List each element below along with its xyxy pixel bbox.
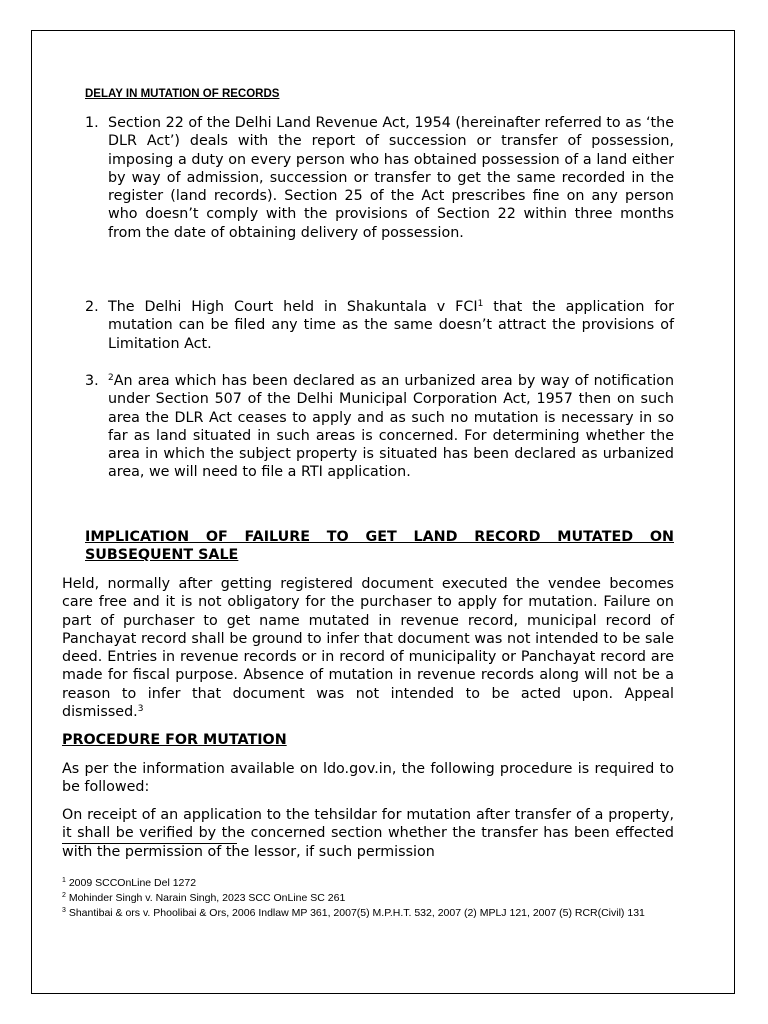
list-item <box>85 298 674 353</box>
footnote-number: 1 <box>62 877 66 884</box>
list-number: 1. <box>85 115 99 131</box>
section-heading-implication: IMPLICATION OF FAILURE TO GET LAND RECORD MUTATED ON SUBSEQUENT SALE <box>85 529 674 564</box>
footnote-number: 3 <box>62 907 66 914</box>
footnote-ref[interactable]: 1 <box>477 299 484 309</box>
footnote-separator <box>62 843 237 844</box>
footnote-text: Mohinder Singh v. Narain Singh, 2023 SCC OnLine SC 261 <box>68 892 346 904</box>
list-text: An area which has been declared as an urbanized area by way of notification under Section 507 of the Delhi Municipal Corporation Act, 1957 then on such area the DLR Act ceases to apply and as such no mutation is necessary in so far as land situated in such areas is concerned. For determining whether the area in which the subject property is situated has been declared as urbanized area, we will need to file a RTI application. <box>108 373 674 481</box>
section-heading-procedure: PROCEDURE FOR MUTATION <box>62 732 287 748</box>
list-number: 2. <box>85 299 99 315</box>
footnote <box>62 906 662 921</box>
numbered-list <box>85 298 674 353</box>
footnote-ref[interactable]: 2 <box>108 373 114 383</box>
footnote-number: 2 <box>62 892 66 899</box>
list-text: The Delhi High Court held in Shakuntala v FCI <box>108 299 478 315</box>
footnote-text: 2009 SCCOnLine Del 1272 <box>68 877 197 889</box>
numbered-list <box>85 372 674 482</box>
procedure-paragraph-1: As per the information available on ldo.gov.in, the following procedure is required to be followed: <box>62 761 674 796</box>
footnote <box>62 891 662 906</box>
footnote-text: Shantibai & ors v. Phoolibai & Ors, 2006 Indlaw MP 361, 2007(5) M.P.H.T. 532, 2007 (2) MPLJ 121, 2007 (5) RCR(Civil) 131 <box>68 907 645 919</box>
paragraph-text: Held, normally after getting registered document executed the vendee becomes care free and it is not obligatory for the purchaser to apply for mutation. Failure on part of purchaser to get name mutated in revenue record, municipal record of Panchayat record shall be ground to infer that document was not intended to be sale deed. Entries in revenue records or in record of municipality or Panchayat record are made for fiscal purpose. Absence of mutation in revenue records along will not be a reason to infer that document was not intended to be acted upon. Appeal dismissed. <box>62 576 674 721</box>
procedure-paragraph-2: On receipt of an application to the tehsildar for mutation after transfer of a property, it shall be verified by the concerned section whether the transfer has been effected with the permission of the lessor, if such permission <box>62 807 674 860</box>
numbered-list <box>85 114 674 242</box>
implication-paragraph <box>62 575 674 721</box>
list-text: Section 22 of the Delhi Land Revenue Act, 1954 (hereinafter referred to as ‘the DLR Act’) deals with the report of succession or transfer of possession, imposing a duty on every person who has obtained possession of a land either by way of admission, succession or transfer to get the same recorded in the register (land records). Section 25 of the Act prescribes fine on any person who doesn’t comply with the provisions of Section 22 within three months from the date of obtaining delivery of possession. <box>108 115 674 241</box>
footnote-ref[interactable]: 3 <box>137 704 144 715</box>
footnote <box>62 876 662 891</box>
list-text: that the application for mutation can be filed any time as the same doesn’t attract the provisions of Limitation Act. <box>108 299 675 352</box>
list-number: 3. <box>85 373 99 389</box>
section-heading-delay: DELAY IN MUTATION OF RECORDS <box>85 88 280 100</box>
list-item <box>85 114 674 242</box>
list-item <box>85 372 674 482</box>
